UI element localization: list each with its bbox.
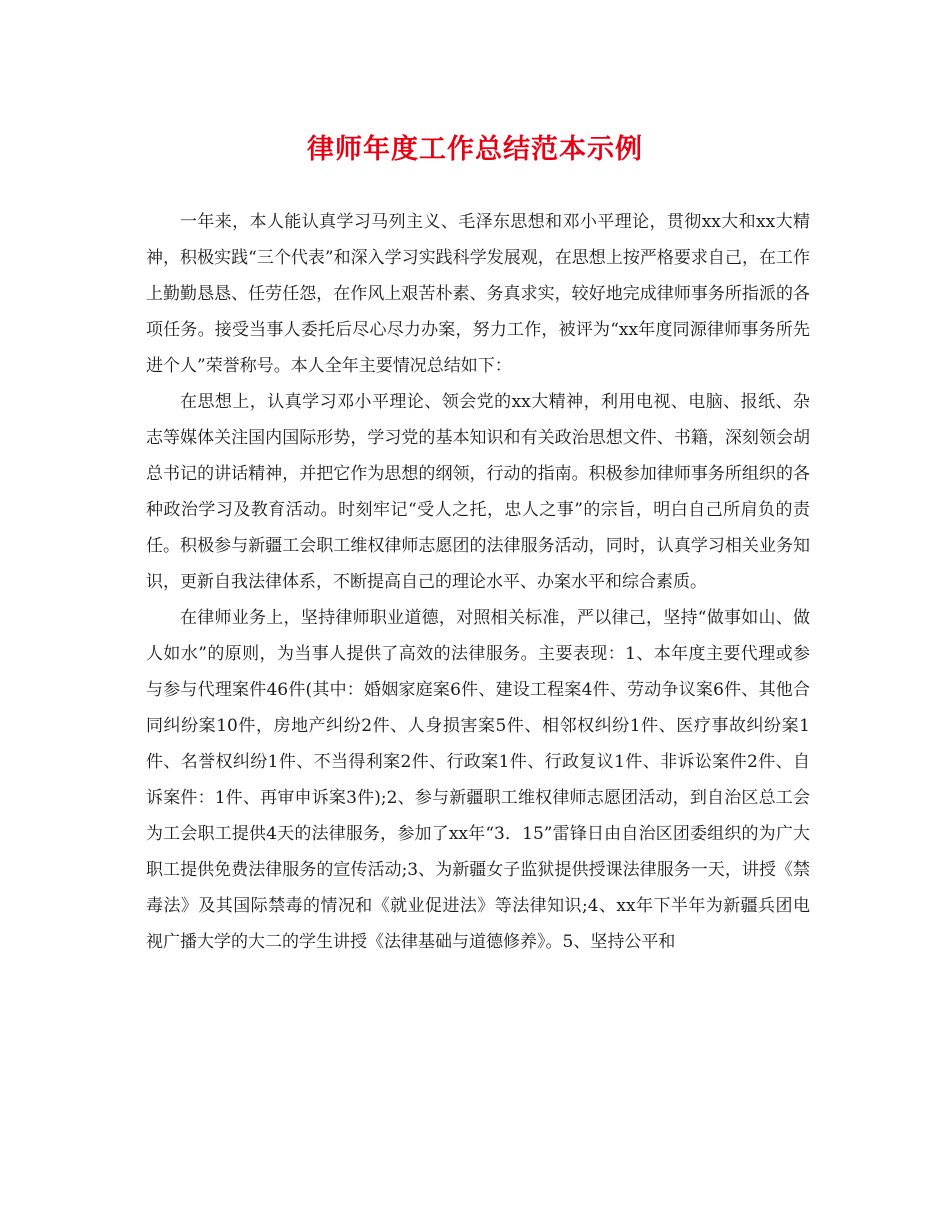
document-title: 律师年度工作总结范本示例: [307, 134, 643, 165]
paragraph-intro: 一年来，本人能认真学习马列主义、毛泽东思想和邓小平理论，贯彻xx大和xx大精神，积极实践“三个代表”和深入学习实践科学发展观，在思想上按严格要求自己，在工作上勤勤恳恳、任劳任怨，在作风上艰苦朴素、务真求实，较好地完成律师事务所指派的各项任务。接受当事人委托后尽心尽力办案，努力工作，被评为“xx年度同源律师事务所先进个人”荣誉称号。本人全年主要情况总结如下：: [146, 212, 810, 376]
document-body: [146, 204, 810, 960]
paragraph-business: 在律师业务上，坚持律师职业道德，对照相关标准，严以律己，坚持“做事如山、做人如水”的原则，为当事人提供了高效的法律服务。主要表现：1、本年度主要代理或参与参与代理案件46件(其中：婚姻家庭案6件、建设工程案4件、劳动争议案6件、其他合同纠纷案10件，房地产纠纷2件、人身损害案5件、相邻权纠纷1件、医疗事故纠纷案1件、名誉权纠纷1件、不当得利案2件、行政案1件、行政复议1件、非诉讼案件2件、自诉案件：1件、再审申诉案3件);2、参与新疆职工维权律师志愿团活动，到自治区总工会为工会职工提供4天的法律服务，参加了xx年“3．15”雷锋日由自治区团委组织的为广大职工提供免费法律服务的宣传活动;3、为新疆女子监狱提供授课法律服务一天，讲授《禁毒法》及其国际禁毒的情况和《就业促进法》等法律知识;4、xx年下半年为新疆兵团电视广播大学的大二的学生讲授《法律基础与道德修养》。5、坚持公平和: [146, 608, 810, 952]
paragraph-ideology: 在思想上，认真学习邓小平理论、领会党的xx大精神，利用电视、电脑、报纸、杂志等媒体关注国内国际形势，学习党的基本知识和有关政治思想文件、书籍，深刻领会胡总书记的讲话精神，并把它作为思想的纲领，行动的指南。积极参加律师事务所组织的各种政治学习及教育活动。时刻牢记“受人之托，忠人之事”的宗旨，明白自己所肩负的责任。积极参与新疆工会职工维权律师志愿团的法律服务活动，同时，认真学习相关业务知识，更新自我法律体系，不断提高自己的理论水平、办案水平和综合素质。: [146, 392, 810, 592]
